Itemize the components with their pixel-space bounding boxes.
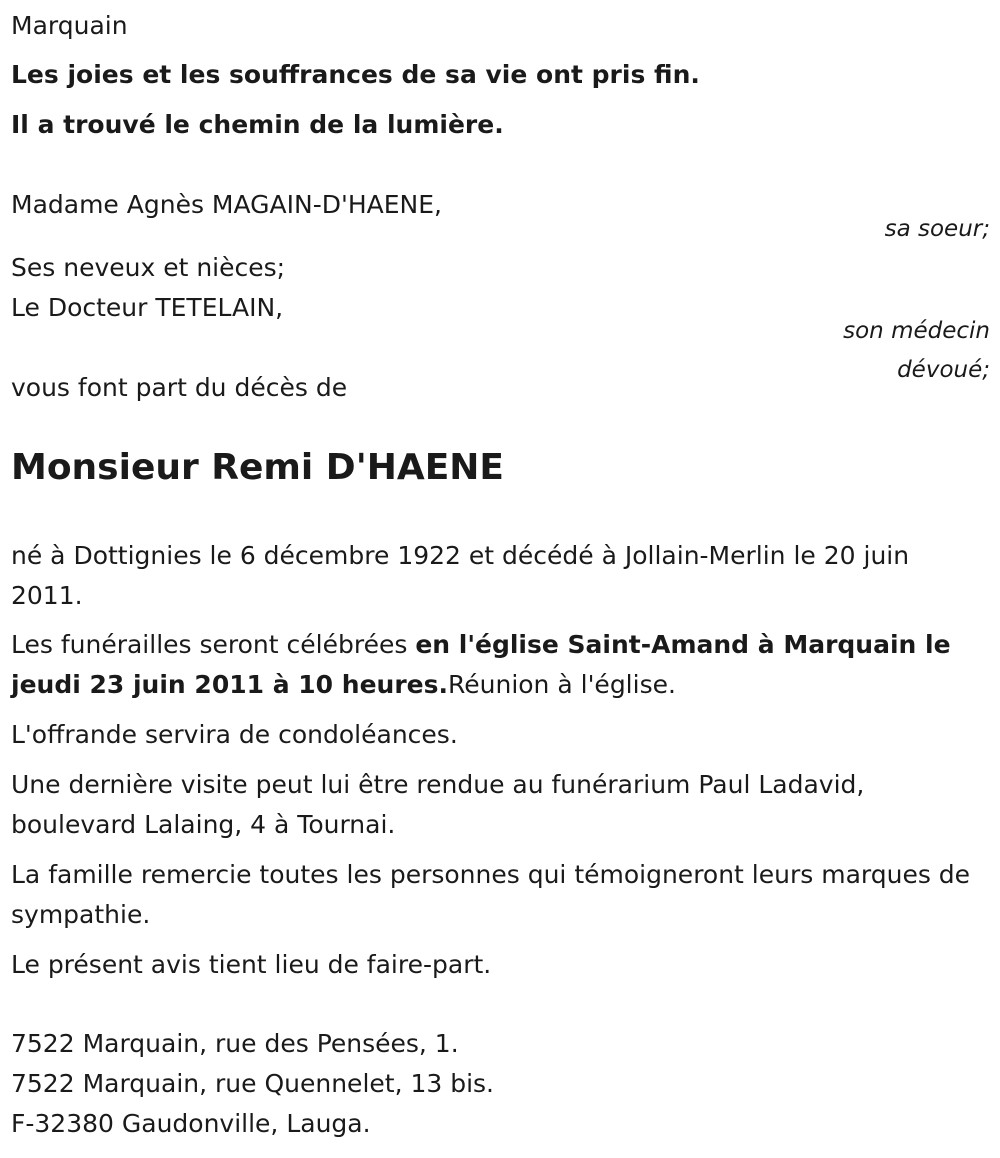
birth-death-paragraph: né à Dottignies le 6 décembre 1922 et décédé à Jollain-Merlin le 20 juin 2011.	[11, 541, 910, 610]
funeral-details: en l'église Saint-Amand à Marquain le jeudi 23 juin 2011 à 10 heures.	[11, 630, 951, 699]
funeral-paragraph	[11, 625, 986, 705]
nephews-nieces: Ses neveux et nièces;	[11, 253, 286, 282]
sister-name: Madame Agnès MAGAIN-D'HAENE,	[11, 190, 442, 219]
deceased-name: Monsieur Remi D'HAENE	[11, 447, 505, 488]
doctor-relation-line-2: dévoué;	[897, 357, 990, 383]
doctor-name: Le Docteur TETELAIN,	[11, 293, 284, 322]
sister-relation: sa soeur;	[884, 216, 990, 242]
visit-paragraph: Une dernière visite peut lui être rendue au funérarium Paul Ladavid, boulevard Lalaing, 4 à Tournai.	[11, 770, 865, 839]
funeral-intro: Les funérailles seront célébrées	[11, 630, 416, 659]
address-1: 7522 Marquain, rue des Pensées, 1.	[11, 1029, 459, 1058]
announcement-line: vous font part du décès de	[11, 373, 348, 402]
verse-line-1: Les joies et les souffrances de sa vie ont pris fin.	[11, 60, 700, 89]
address-2: 7522 Marquain, rue Quennelet, 13 bis.	[11, 1069, 495, 1098]
location-heading: Marquain	[11, 11, 128, 40]
verse-line-2: Il a trouvé le chemin de la lumière.	[11, 110, 504, 139]
address-3: F-32380 Gaudonville, Lauga.	[11, 1109, 371, 1138]
offering-paragraph: L'offrande servira de condoléances.	[11, 720, 458, 749]
thanks-paragraph: La famille remercie toutes les personnes qui témoigneront leurs marques de sympathie.	[11, 860, 971, 929]
notice-paragraph: Le présent avis tient lieu de faire-part.	[11, 950, 492, 979]
doctor-relation-line-1: son médecin	[843, 318, 990, 344]
funeral-reunion: Réunion à l'église.	[448, 670, 676, 699]
